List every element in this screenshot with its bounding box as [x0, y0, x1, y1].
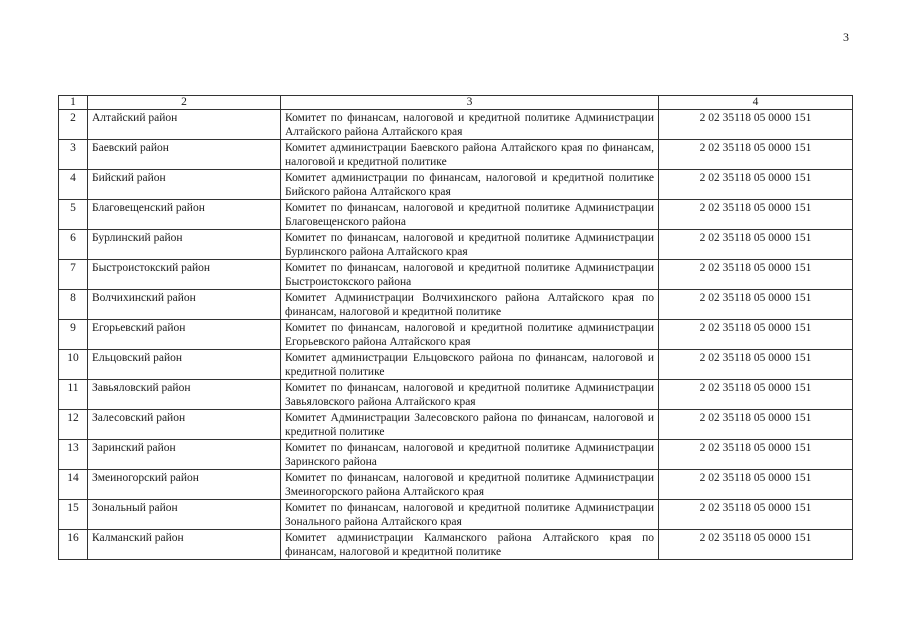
district-name-cell: Заринский район	[88, 440, 281, 470]
district-name-cell: Баевский район	[88, 140, 281, 170]
table-body	[59, 110, 853, 560]
row-number-cell: 16	[59, 530, 88, 560]
column-header-3: 3	[281, 96, 659, 110]
organization-cell: Комитет по финансам, налоговой и кредитной политике Администрации Завьяловского района Алтайского края	[281, 380, 659, 410]
budget-code-cell: 2 02 35118 05 0000 151	[659, 230, 853, 260]
organization-cell: Комитет администрации Баевского района Алтайского края по финансам, налоговой и кредитной политике	[281, 140, 659, 170]
district-name-cell: Змеиногорский район	[88, 470, 281, 500]
district-name-cell: Быстроистокский район	[88, 260, 281, 290]
district-name-cell: Завьяловский район	[88, 380, 281, 410]
district-name-cell: Алтайский район	[88, 110, 281, 140]
table-row	[59, 140, 853, 170]
organization-cell: Комитет Администрации Волчихинского района Алтайского края по финансам, налоговой и кредитной политике	[281, 290, 659, 320]
organization-cell: Комитет по финансам, налоговой и кредитной политике Администрации Змеиногорского района Алтайского края	[281, 470, 659, 500]
table-row	[59, 260, 853, 290]
row-number-cell: 11	[59, 380, 88, 410]
column-header-1: 1	[59, 96, 88, 110]
table-row	[59, 230, 853, 260]
row-number-cell: 9	[59, 320, 88, 350]
budget-code-cell: 2 02 35118 05 0000 151	[659, 320, 853, 350]
table-row	[59, 440, 853, 470]
organization-cell: Комитет по финансам, налоговой и кредитной политике Администрации Благовещенского района	[281, 200, 659, 230]
budget-code-cell: 2 02 35118 05 0000 151	[659, 290, 853, 320]
table-row	[59, 470, 853, 500]
table-row	[59, 350, 853, 380]
row-number-cell: 14	[59, 470, 88, 500]
budget-code-cell: 2 02 35118 05 0000 151	[659, 110, 853, 140]
organization-cell: Комитет администрации Ельцовского района по финансам, налоговой и кредитной политике	[281, 350, 659, 380]
row-number-cell: 7	[59, 260, 88, 290]
table-row	[59, 110, 853, 140]
district-name-cell: Ельцовский район	[88, 350, 281, 380]
row-number-cell: 8	[59, 290, 88, 320]
organization-cell: Комитет по финансам, налоговой и кредитной политике Администрации Заринского района	[281, 440, 659, 470]
organization-cell: Комитет по финансам, налоговой и кредитной политике Администрации Алтайского района Алтайского края	[281, 110, 659, 140]
district-name-cell: Залесовский район	[88, 410, 281, 440]
budget-code-cell: 2 02 35118 05 0000 151	[659, 200, 853, 230]
header-row	[59, 96, 853, 110]
budget-code-cell: 2 02 35118 05 0000 151	[659, 350, 853, 380]
row-number-cell: 6	[59, 230, 88, 260]
row-number-cell: 3	[59, 140, 88, 170]
district-name-cell: Волчихинский район	[88, 290, 281, 320]
row-number-cell: 5	[59, 200, 88, 230]
row-number-cell: 15	[59, 500, 88, 530]
organization-cell: Комитет администрации по финансам, налоговой и кредитной политике Бийского района Алтайского края	[281, 170, 659, 200]
district-name-cell: Благовещенский район	[88, 200, 281, 230]
district-name-cell: Егорьевский район	[88, 320, 281, 350]
organization-cell: Комитет по финансам, налоговой и кредитной политике Администрации Быстроистокского района	[281, 260, 659, 290]
table-row	[59, 380, 853, 410]
column-header-4: 4	[659, 96, 853, 110]
row-number-cell: 12	[59, 410, 88, 440]
budget-code-cell: 2 02 35118 05 0000 151	[659, 260, 853, 290]
table-row	[59, 530, 853, 560]
column-header-2: 2	[88, 96, 281, 110]
organization-cell: Комитет по финансам, налоговой и кредитной политике Администрации Зонального района Алтайского края	[281, 500, 659, 530]
budget-code-cell: 2 02 35118 05 0000 151	[659, 380, 853, 410]
page-number: 3	[843, 30, 849, 44]
organization-cell: Комитет по финансам, налоговой и кредитной политике Администрации Бурлинского района Алтайского края	[281, 230, 659, 260]
organization-cell: Комитет администрации Калманского района Алтайского края по финансам, налоговой и кредитной политике	[281, 530, 659, 560]
row-number-cell: 10	[59, 350, 88, 380]
organization-cell: Комитет Администрации Залесовского района по финансам, налоговой и кредитной политике	[281, 410, 659, 440]
district-finance-table	[58, 95, 853, 560]
district-name-cell: Зональный район	[88, 500, 281, 530]
table-row	[59, 500, 853, 530]
budget-code-cell: 2 02 35118 05 0000 151	[659, 470, 853, 500]
budget-code-cell: 2 02 35118 05 0000 151	[659, 170, 853, 200]
row-number-cell: 4	[59, 170, 88, 200]
district-name-cell: Бурлинский район	[88, 230, 281, 260]
district-name-cell: Бийский район	[88, 170, 281, 200]
table-row	[59, 170, 853, 200]
table-row	[59, 200, 853, 230]
row-number-cell: 13	[59, 440, 88, 470]
budget-code-cell: 2 02 35118 05 0000 151	[659, 440, 853, 470]
row-number-cell: 2	[59, 110, 88, 140]
organization-cell: Комитет по финансам, налоговой и кредитной политике администрации Егорьевского района Алтайского края	[281, 320, 659, 350]
budget-code-cell: 2 02 35118 05 0000 151	[659, 140, 853, 170]
budget-code-cell: 2 02 35118 05 0000 151	[659, 410, 853, 440]
district-name-cell: Калманский район	[88, 530, 281, 560]
budget-code-cell: 2 02 35118 05 0000 151	[659, 500, 853, 530]
budget-code-cell: 2 02 35118 05 0000 151	[659, 530, 853, 560]
table-row	[59, 290, 853, 320]
table-row	[59, 410, 853, 440]
table-row	[59, 320, 853, 350]
